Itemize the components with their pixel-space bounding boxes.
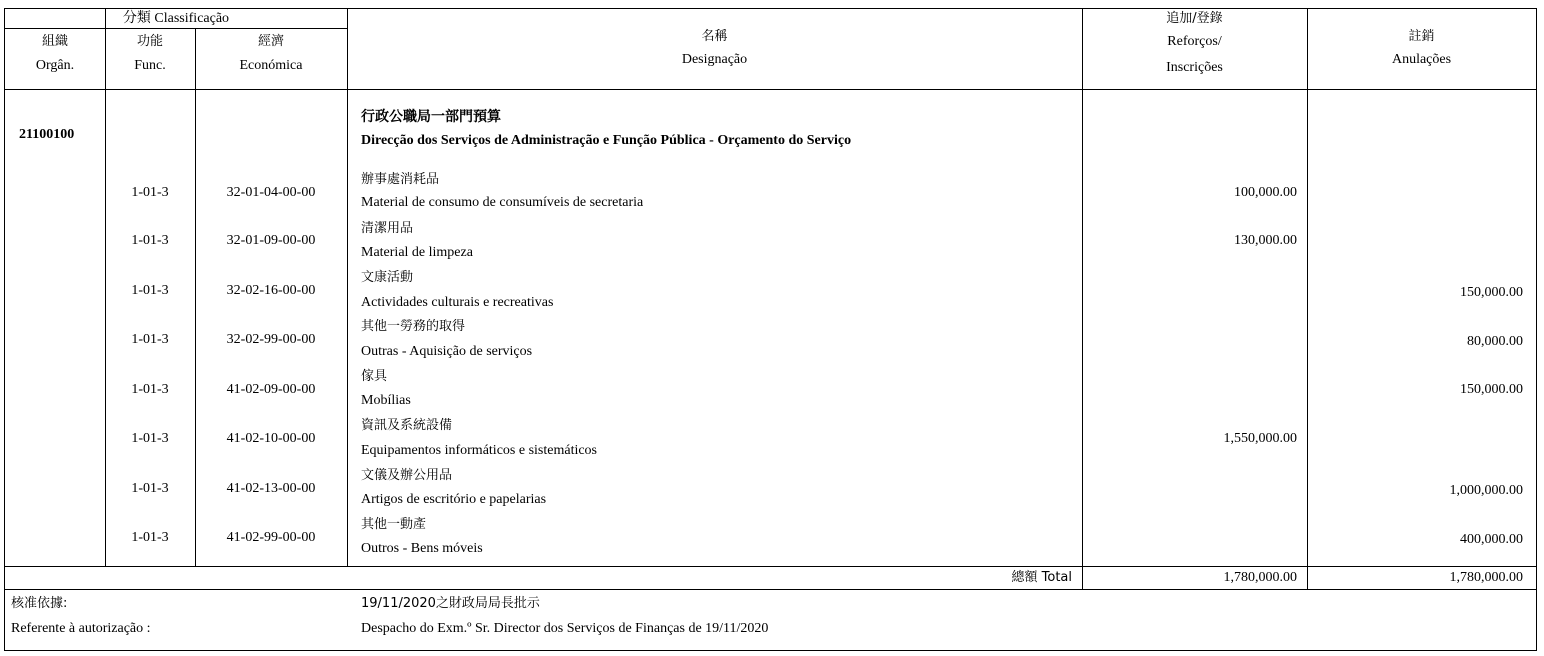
item-name-zh: 清潔用品 [361,221,414,236]
total-cancel: 1,780,000.00 [1449,570,1523,585]
item-econ: 32-01-09-00-00 [226,233,316,248]
item-func: 1-01-3 [131,382,169,397]
authorization-label-pt: Referente à autorização : [11,621,151,636]
cancel-header-pt: Anulações [1391,52,1452,67]
item-name-zh: 其他一動產 [361,517,427,532]
item-func: 1-01-3 [131,233,169,248]
designation-header-zh: 名稱 [701,29,728,44]
total-label [347,570,1072,586]
organ-name-zh: 行政公職局一部門預算 [361,109,501,125]
organ-header-zh: 組織 [41,34,68,49]
item-name-pt: Outros - Bens móveis [361,541,483,556]
reinforce-header-zh: 追加/登錄 [1166,11,1223,26]
item-name-zh: 辦事處消耗品 [361,172,440,187]
item-econ: 41-02-09-00-00 [226,382,316,397]
item-econ: 41-02-99-00-00 [226,530,316,545]
col-divider-designation [1082,9,1083,589]
item-func: 1-01-3 [131,332,169,347]
organ-header-pt: Orgân. [35,58,75,73]
item-cancel: 1,000,000.00 [1449,483,1523,498]
authorization-value-zh: 19/11/2020之財政局局長批示 [361,596,540,611]
budget-document [4,8,1537,651]
item-cancel: 150,000.00 [1460,285,1523,300]
item-name-pt: Material de limpeza [361,245,473,260]
func-header-pt: Func. [134,58,166,73]
header-bottom-line [5,89,1536,90]
item-func: 1-01-3 [131,530,169,545]
authorization-label-zh: 核准依據: [11,596,68,611]
item-name-pt: Outras - Aquisição de serviços [361,344,533,359]
item-econ: 32-02-99-00-00 [226,332,316,347]
item-name-pt: Equipamentos informáticos e sistemáticos [361,443,598,458]
total-label-text: 總額 Total [1011,570,1072,585]
item-name-pt: Artigos de escritório e papelarias [361,492,547,507]
body-bottom-line [5,566,1536,567]
item-name-zh: 文康活動 [361,270,414,285]
item-reinforce: 130,000.00 [1234,233,1297,248]
classification-header: 分類 Classificação [122,11,230,26]
item-func: 1-01-3 [131,431,169,446]
item-func: 1-01-3 [131,481,169,496]
item-econ: 41-02-10-00-00 [226,431,316,446]
item-name-zh: 傢具 [361,369,388,384]
item-econ: 32-01-04-00-00 [226,185,316,200]
reinforce-header-pt1: Reforços/ [1167,34,1222,49]
col-divider-econ [347,9,348,566]
func-header-zh: 功能 [136,34,163,49]
item-name-pt: Material de consumo de consumíveis de secretaria [361,195,644,210]
item-name-pt: Mobílias [361,393,411,408]
cancel-header-zh: 註銷 [1408,29,1435,44]
item-cancel: 150,000.00 [1460,382,1523,397]
item-func: 1-01-3 [131,185,169,200]
authorization-value-pt: Despacho do Exm.º Sr. Director dos Serviços de Finanças de 19/11/2020 [361,621,769,636]
item-func: 1-01-3 [131,283,169,298]
item-econ: 32-02-16-00-00 [226,283,316,298]
econ-header-zh: 經濟 [257,34,284,49]
item-name-pt: Actividades culturais e recreativas [361,295,554,310]
organ-code: 21100100 [19,127,75,142]
item-reinforce: 1,550,000.00 [1223,431,1297,446]
item-cancel: 400,000.00 [1460,532,1523,547]
total-reinforce: 1,780,000.00 [1223,570,1297,585]
item-name-zh: 文儀及辦公用品 [361,468,453,483]
item-name-zh: 資訊及系統設備 [361,418,453,433]
item-econ: 41-02-13-00-00 [226,481,316,496]
total-bottom-line [5,589,1536,590]
designation-header-pt: Designação [681,52,748,67]
classification-underline [5,28,347,29]
item-cancel: 80,000.00 [1467,334,1523,349]
item-name-zh: 其他一勞務的取得 [361,319,466,334]
econ-header-pt: Económica [239,58,303,73]
organ-name-pt: Direcção dos Serviços de Administração e Função Pública - Orçamento do Serviço [361,133,852,148]
reinforce-header-pt2: Inscrições [1166,60,1223,75]
item-reinforce: 100,000.00 [1234,185,1297,200]
